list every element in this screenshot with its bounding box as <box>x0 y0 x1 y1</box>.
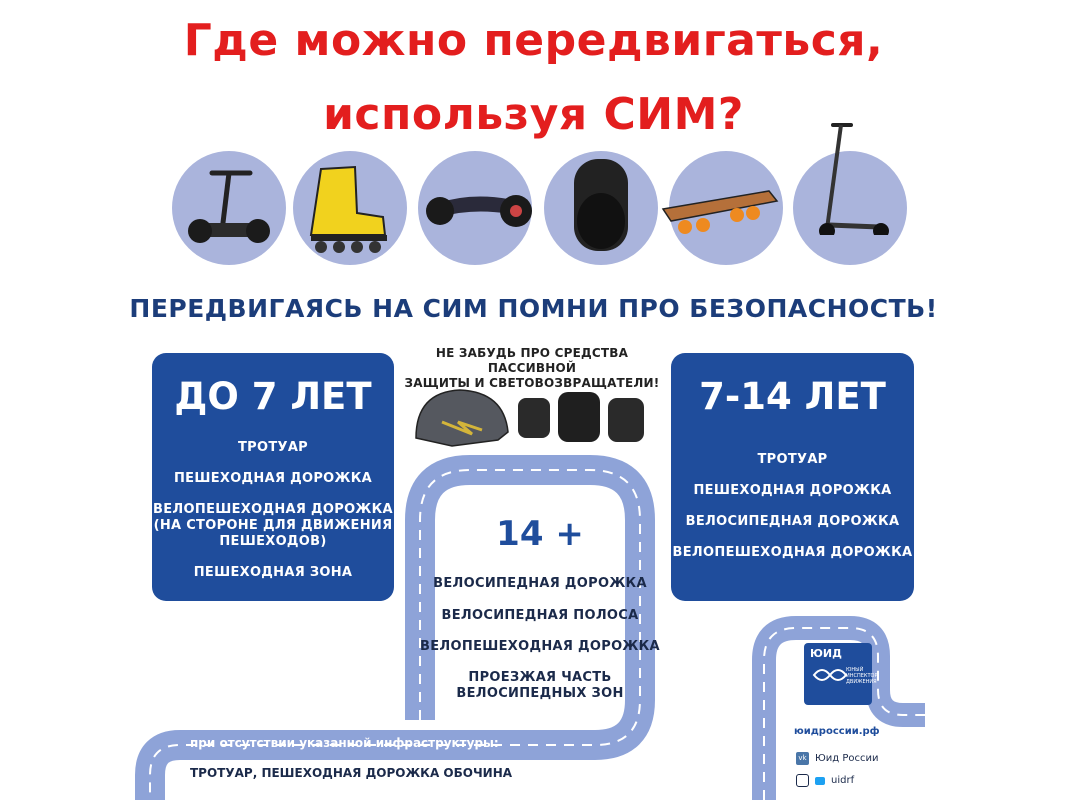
card-under-7-item: ПЕШЕХОДНАЯ ДОРОЖКА <box>173 471 373 486</box>
instagram-icon[interactable] <box>796 774 809 787</box>
vk-icon[interactable]: vk <box>796 752 809 765</box>
center-item: ВЕЛОПЕШЕХОДНАЯ ДОРОЖКА <box>420 639 660 654</box>
yuid-logo <box>804 643 878 705</box>
center-item: ВЕЛОСИПЕДНАЯ ПОЛОСА <box>441 608 639 623</box>
center-item: ВЕЛОСИПЕДНАЯ ДОРОЖКА <box>433 576 647 591</box>
vk-label: Юид России <box>815 753 879 764</box>
site-link[interactable]: юидроссии.рф <box>794 726 880 737</box>
logo-small-3: ДВИЖЕНИЯ <box>846 679 877 685</box>
card-7-14-item: ПЕШЕХОДНАЯ ДОРОЖКА <box>693 483 892 498</box>
logo-small-text <box>846 667 877 685</box>
title-line-2: используя СИМ? <box>323 89 744 140</box>
card-under-7-item: ПЕШЕХОДНАЯ ЗОНА <box>193 565 353 580</box>
insta-label: uidrf <box>831 775 855 786</box>
bottom-line-2: ТРОТУАР, ПЕШЕХОДНАЯ ДОРОЖКА ОБОЧИНА <box>190 766 513 780</box>
center-item: ПРОЕЗЖАЯ ЧАСТЬ <box>468 670 612 685</box>
vk-row <box>796 752 879 765</box>
card-under-7-item: ТРОТУАР <box>237 440 309 455</box>
logo-small-2: ИНСПЕКТОР <box>846 673 878 679</box>
bottom-line-1: при отсутствии указанной инфраструктуры: <box>190 736 499 750</box>
card-7-14-item: ВЕЛОСИПЕДНАЯ ДОРОЖКА <box>685 514 900 529</box>
center-heading: 14 + <box>496 514 584 554</box>
card-under-7-item: ПЕШЕХОДОВ) <box>219 534 327 549</box>
protection-gear-icon <box>412 382 657 452</box>
center-item: ВЕЛОСИПЕДНЫХ ЗОН <box>456 686 624 701</box>
card-under-7-item: ВЕЛОПЕШЕХОДНАЯ ДОРОЖКА <box>153 502 393 517</box>
card-7-14 <box>671 353 914 601</box>
protection-note-line2: ЗАЩИТЫ И СВЕТОВОЗВРАЩАТЕЛИ! <box>404 376 660 390</box>
card-7-14-heading: 7-14 ЛЕТ <box>699 375 886 418</box>
card-under-7-item: (НА СТОРОНЕ ДЛЯ ДВИЖЕНИЯ <box>153 518 393 533</box>
logo-small-1: ЮНЫЙ <box>846 667 864 673</box>
logo-abbr: ЮИД <box>810 647 842 660</box>
twitter-icon[interactable] <box>815 777 825 785</box>
title-line-1: Где можно передвигаться, <box>183 15 884 66</box>
card-under-7 <box>152 353 394 601</box>
protection-note-line1: НЕ ЗАБУДЬ ПРО СРЕДСТВА ПАССИВНОЙ <box>435 346 629 375</box>
center-section <box>460 514 620 554</box>
insta-row <box>796 774 854 787</box>
logo-infinity-icon <box>810 663 850 687</box>
safety-subtitle: ПЕРЕДВИГАЯСЬ НА СИМ ПОМНИ ПРО БЕЗОПАСНОСТЬ! <box>129 294 938 323</box>
card-7-14-item: ВЕЛОПЕШЕХОДНАЯ ДОРОЖКА <box>672 545 913 560</box>
card-7-14-item: ТРОТУАР <box>757 452 828 467</box>
card-under-7-heading: ДО 7 ЛЕТ <box>174 375 372 418</box>
